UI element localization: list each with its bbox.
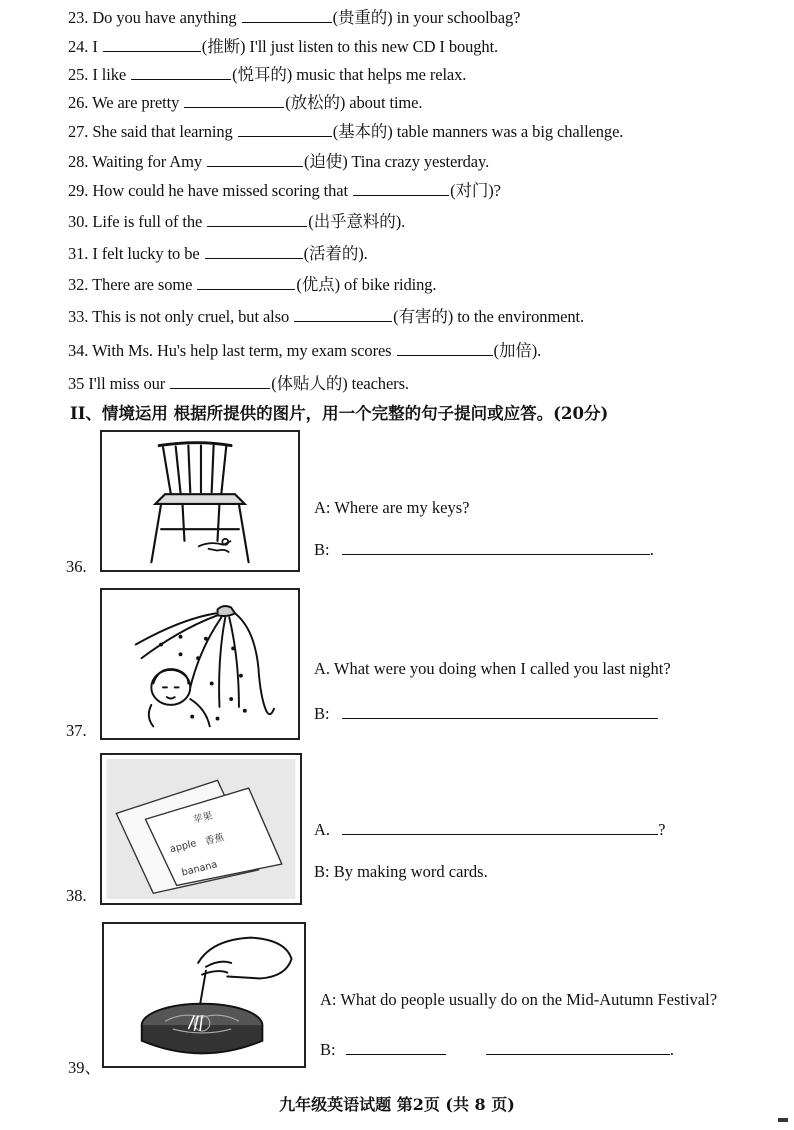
card-word: banana <box>180 859 219 879</box>
question-27 <box>68 118 623 142</box>
speaker-label: A. <box>314 659 331 678</box>
question-number: 23. <box>68 8 89 27</box>
question-text: . <box>401 212 406 231</box>
question-number: 31. <box>68 244 89 263</box>
mooncake-icon <box>104 924 304 1066</box>
answer-line[interactable] <box>486 1040 670 1055</box>
question-number: 26. <box>68 93 89 112</box>
chinese-hint: (对门) <box>450 181 494 200</box>
speaker-label: B: <box>314 540 330 559</box>
chinese-hint: (加倍) <box>493 341 538 360</box>
question-30 <box>68 208 405 232</box>
question-text: music that helps me relax. <box>296 65 467 84</box>
question-text: She said that learning <box>92 122 233 141</box>
dialogue-text: Where are my keys? <box>334 498 470 517</box>
speaker-label: B: <box>314 704 330 723</box>
question-text: This is not only cruel, but also <box>92 307 290 326</box>
chinese-hint: (优点) <box>296 275 340 294</box>
dialogue-a <box>320 990 717 1010</box>
question-text: teachers. <box>351 374 409 393</box>
card-word: 香蕉 <box>203 832 226 848</box>
question-number: 35 <box>68 374 85 393</box>
dialogue-text: By making word cards. <box>333 862 488 881</box>
question-text: I <box>92 37 98 56</box>
question-text: I like <box>92 65 127 84</box>
question-35 <box>68 370 409 394</box>
answer-blank[interactable] <box>184 93 284 108</box>
section-title: II、情境运用 根据所提供的图片，用一个完整的句子提问或应答。(20分) <box>70 404 609 423</box>
dialogue-text: What do people usually do on the Mid-Autumn Festival? <box>340 990 718 1009</box>
answer-blank[interactable] <box>205 244 303 259</box>
answer-blank[interactable] <box>397 341 493 356</box>
chinese-hint: (活着的) <box>303 244 364 263</box>
question-number: 24. <box>68 37 89 56</box>
speaker-label: A: <box>314 498 331 517</box>
answer-blank[interactable] <box>238 122 332 137</box>
answer-blank[interactable] <box>294 307 392 322</box>
chinese-hint: (基本的) <box>332 122 393 141</box>
dialogue-a <box>314 498 469 518</box>
question-number: 38. <box>66 886 87 905</box>
question-number: 33. <box>68 307 89 326</box>
question-text: Do you have anything <box>92 8 237 27</box>
dialogue-b <box>314 540 654 560</box>
question-text: Life is full of the <box>92 212 203 231</box>
card-word: 苹果 <box>192 810 214 827</box>
question-number: 25. <box>68 65 89 84</box>
question-text: With Ms. Hu's help last term, my exam scores <box>92 341 392 360</box>
chair-keys-picture <box>100 430 300 572</box>
answer-line[interactable] <box>342 820 658 835</box>
chinese-hint: (放松的) <box>285 93 346 112</box>
question-34 <box>68 337 541 361</box>
question-text: How could he have missed scoring that <box>92 181 349 200</box>
speaker-label: A. <box>314 820 331 839</box>
question-number: 36. <box>66 557 87 576</box>
answer-blank[interactable] <box>131 65 231 80</box>
speaker-label: B: <box>314 862 330 881</box>
question-23 <box>68 4 520 28</box>
question-text: We are pretty <box>92 93 180 112</box>
chair-icon <box>102 432 298 570</box>
speaker-label: A: <box>320 990 337 1009</box>
question-text: Tina crazy yesterday. <box>351 152 490 171</box>
question-text: . <box>363 244 368 263</box>
word-cards-picture <box>100 753 302 905</box>
question-number: 28. <box>68 152 89 171</box>
answer-line[interactable] <box>346 1040 446 1055</box>
shower-picture <box>100 588 300 740</box>
question-text: of bike riding. <box>344 275 437 294</box>
mooncake-picture <box>102 922 306 1068</box>
dialogue-b <box>314 862 488 882</box>
answer-blank[interactable] <box>170 374 270 389</box>
answer-blank[interactable] <box>353 181 449 196</box>
dialogue-text: What were you doing when I called you last night? <box>333 659 671 678</box>
chinese-hint: (迫使) <box>304 152 348 171</box>
punctuation: ? <box>658 820 666 839</box>
answer-blank[interactable] <box>207 212 307 227</box>
question-number: 32. <box>68 275 89 294</box>
chinese-hint: (有害的) <box>393 307 454 326</box>
answer-blank[interactable] <box>207 152 303 167</box>
question-text: about time. <box>349 93 423 112</box>
question-33 <box>68 303 584 327</box>
question-text: to the environment. <box>457 307 585 326</box>
scan-mark <box>778 1118 788 1122</box>
question-24 <box>68 33 498 57</box>
speaker-label: B: <box>320 1040 336 1059</box>
answer-line[interactable] <box>342 540 650 555</box>
question-text: ? <box>493 181 501 200</box>
answer-line[interactable] <box>342 704 658 719</box>
question-text: I felt lucky to be <box>92 244 200 263</box>
question-32 <box>68 271 436 295</box>
chinese-hint: (贵重的) <box>332 8 393 27</box>
word-card-icon <box>102 755 300 903</box>
question-number: 29. <box>68 181 89 200</box>
question-number: 34. <box>68 341 89 360</box>
question-text: There are some <box>92 275 193 294</box>
question-text: . <box>537 341 542 360</box>
question-31 <box>68 240 368 264</box>
chinese-hint: (推断) <box>201 37 246 56</box>
question-text: in your schoolbag? <box>396 8 521 27</box>
answer-blank[interactable] <box>103 37 201 52</box>
question-28 <box>68 148 489 172</box>
question-text: table manners was a big challenge. <box>396 122 624 141</box>
question-29 <box>68 177 501 201</box>
dialogue-b <box>320 1040 674 1060</box>
page-footer: 九年级英语试题 第2页 (共 8 页) <box>279 1095 515 1114</box>
question-text: Waiting for Amy <box>92 152 202 171</box>
answer-blank[interactable] <box>197 275 295 290</box>
answer-blank[interactable] <box>242 8 332 23</box>
chinese-hint: (出乎意料的) <box>308 212 402 231</box>
card-word: apple <box>168 838 198 856</box>
punctuation: . <box>669 1040 674 1059</box>
dialogue-a <box>314 659 671 679</box>
question-text: I'll just listen to this new CD I bought. <box>249 37 499 56</box>
shower-icon <box>102 590 298 738</box>
question-number: 39、 <box>68 1058 101 1077</box>
chinese-hint: (体贴人的) <box>271 374 348 393</box>
question-25 <box>68 61 466 85</box>
dialogue-b <box>314 704 658 724</box>
question-number: 30. <box>68 212 89 231</box>
question-number: 27. <box>68 122 89 141</box>
question-number: 37. <box>66 721 87 740</box>
punctuation: . <box>649 540 654 559</box>
dialogue-a <box>314 820 666 840</box>
chinese-hint: (悦耳的) <box>232 65 293 84</box>
question-text: I'll miss our <box>88 374 166 393</box>
question-26 <box>68 89 422 113</box>
